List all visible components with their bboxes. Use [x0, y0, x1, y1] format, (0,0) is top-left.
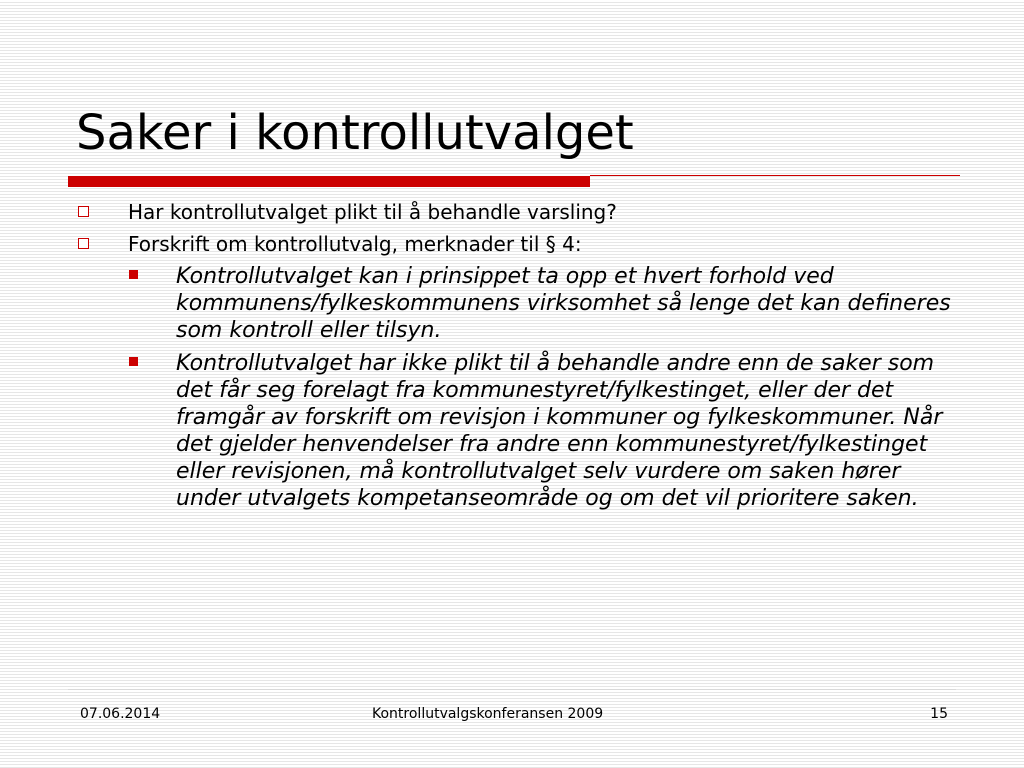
filled-square-bullet-icon: [129, 270, 138, 279]
bullet-text: Forskrift om kontrollutvalg, merknader til § 4:: [128, 232, 582, 256]
title-underline-line: [590, 175, 960, 176]
slide-content: [76, 199, 956, 518]
filled-square-bullet-icon: [129, 357, 138, 366]
bullet-item: [76, 231, 956, 257]
footer-date: 07.06.2014: [80, 706, 161, 722]
title-underline-bar: [68, 176, 590, 187]
slide-title: Saker i kontrollutvalget: [76, 105, 634, 161]
sub-bullet-text: Kontrollutvalget har ikke plikt til å behandle andre enn de saker som det får seg forelagt fra kommunestyret/fylkestinget, eller der det framgår av forskrift om revisjon i kommuner og fylkeskommuner. Når det gjelder henvendelser fra andre enn kommunestyret/fylkestinget eller revisjonen, må kontrollutvalget selv vurdere om saken hører under utvalgets kompetanseområde og om det vil prioritere saken.: [176, 351, 943, 511]
sub-bullet-item: [76, 263, 956, 344]
footer-divider: [68, 689, 956, 690]
hollow-square-bullet-icon: [78, 238, 89, 249]
hollow-square-bullet-icon: [78, 206, 89, 217]
footer-title: Kontrollutvalgskonferansen 2009: [372, 706, 604, 722]
sub-bullet-item: [76, 350, 956, 512]
bullet-item: [76, 199, 956, 225]
sub-bullet-text: Kontrollutvalget kan i prinsippet ta opp et hvert forhold ved kommunens/fylkeskommunens virksomhet så lenge det kan defineres som kontroll eller tilsyn.: [176, 264, 951, 343]
bullet-text: Har kontrollutvalget plikt til å behandle varsling?: [128, 200, 617, 224]
page-number: 15: [930, 706, 948, 722]
